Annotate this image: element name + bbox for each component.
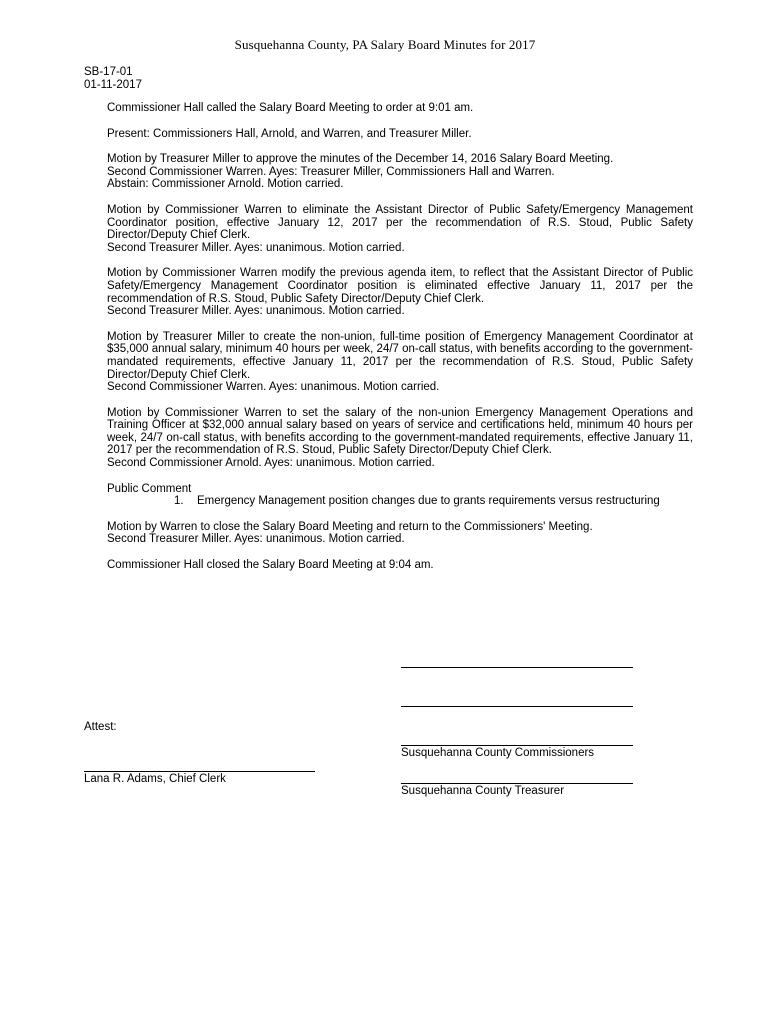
meeting-closed [107, 559, 693, 572]
signature-line [401, 783, 633, 784]
treasurer-signature-label: Susquehanna County Treasurer [401, 785, 565, 797]
motion-second: Second Commissioner Arnold. Ayes: unanimous. Motion carried. [107, 457, 435, 470]
signature-line [401, 667, 633, 668]
motion-text: Motion by Commissioner Warren modify the previous agenda item, to reflect that the Assistant Director of Public Safety/Emergency Management Coordinator position is eliminated effective January 11, 2017 per the recommendation of R.S. Stoud, Public Safety Director/Deputy Chief Clerk. [107, 267, 693, 305]
motion-text: Motion by Treasurer Miller to create the non-union, full-time position of Emergency Management Coordinator at $35,000 annual salary, minimum 40 hours per week, 24/7 on-call status, with benefits according to the government-mandated requirements, effective January 11, 2017 per the recommendation of R.S. Stoud, Public Safety Director/Deputy Chief Clerk. [107, 330, 693, 381]
attest-label: Attest: [84, 721, 117, 733]
document-header [84, 66, 142, 92]
commissioners-signature-label: Susquehanna County Commissioners [401, 747, 595, 759]
motion-close-meeting [107, 521, 693, 546]
public-comment [107, 483, 693, 508]
signature-line [401, 745, 633, 746]
motion-text: Motion by Commissioner Warren to set the salary of the non-union Emergency Management Operations and Training Officer at $32,000 annual salary based on years of service and certifications held, minimum 40 hours per week, 24/7 on-call status, with benefits according to the government-mandated requirements, effective January 11, 2017 per the recommendation of R.S. Stoud, Public Safety Director/Deputy Chief Clerk. [107, 406, 693, 457]
motion-second: Second Commissioner Warren. Ayes: Treasurer Miller, Commissioners Hall and Warren. [107, 165, 555, 178]
motion-text: Motion by Treasurer Miller to approve the minutes of the December 14, 2016 Salary Board Meeting. [107, 153, 614, 166]
motion-modify-agenda [107, 267, 693, 317]
motion-text: Motion by Warren to close the Salary Board Meeting and return to the Commissioners' Meeting. [107, 520, 593, 533]
public-comment-heading: Public Comment [107, 482, 192, 495]
signature-line [84, 771, 315, 772]
list-item-text: Emergency Management position changes due to grants requirements versus restructuring [197, 495, 660, 508]
document-date: 01-11-2017 [84, 79, 142, 91]
motion-create-position [107, 331, 693, 394]
call-to-order-text: Commissioner Hall called the Salary Board Meeting to order at 9:01 am. [107, 102, 474, 114]
list-item-number: 1. [174, 495, 184, 508]
motion-approve-minutes [107, 153, 693, 191]
attendance [107, 128, 693, 141]
page-title: Susquehanna County, PA Salary Board Minutes for 2017 [234, 37, 536, 52]
list-item [174, 495, 693, 508]
motion-eliminate-position [107, 204, 693, 254]
motion-text: Motion by Commissioner Warren to eliminate the Assistant Director of Public Safety/Emergency Management Coordinator position, effective January 12, 2017 per the recommendation of R.S. Stoud, Public Safety Director/Deputy Chief Clerk. [107, 203, 693, 242]
motion-second: Second Treasurer Miller. Ayes: unanimous. Motion carried. [107, 533, 405, 546]
signature-line [401, 706, 633, 707]
motion-abstain: Abstain: Commissioner Arnold. Motion carried. [107, 178, 344, 191]
attendance-text: Present: Commissioners Hall, Arnold, and Warren, and Treasurer Miller. [107, 127, 472, 140]
meeting-closed-text: Commissioner Hall closed the Salary Board Meeting at 9:04 am. [107, 559, 434, 572]
call-to-order [107, 102, 693, 115]
motion-second: Second Treasurer Miller. Ayes: unanimous. Motion carried. [107, 305, 405, 318]
motion-second: Second Commissioner Warren. Ayes: unanimous. Motion carried. [107, 381, 440, 394]
motion-second: Second Treasurer Miller. Ayes: unanimous. Motion carried. [107, 241, 405, 254]
motion-set-salary [107, 407, 693, 470]
minutes-body [107, 102, 693, 585]
chief-clerk-signature-label: Lana R. Adams, Chief Clerk [84, 773, 226, 785]
document-id: SB-17-01 [84, 66, 133, 78]
